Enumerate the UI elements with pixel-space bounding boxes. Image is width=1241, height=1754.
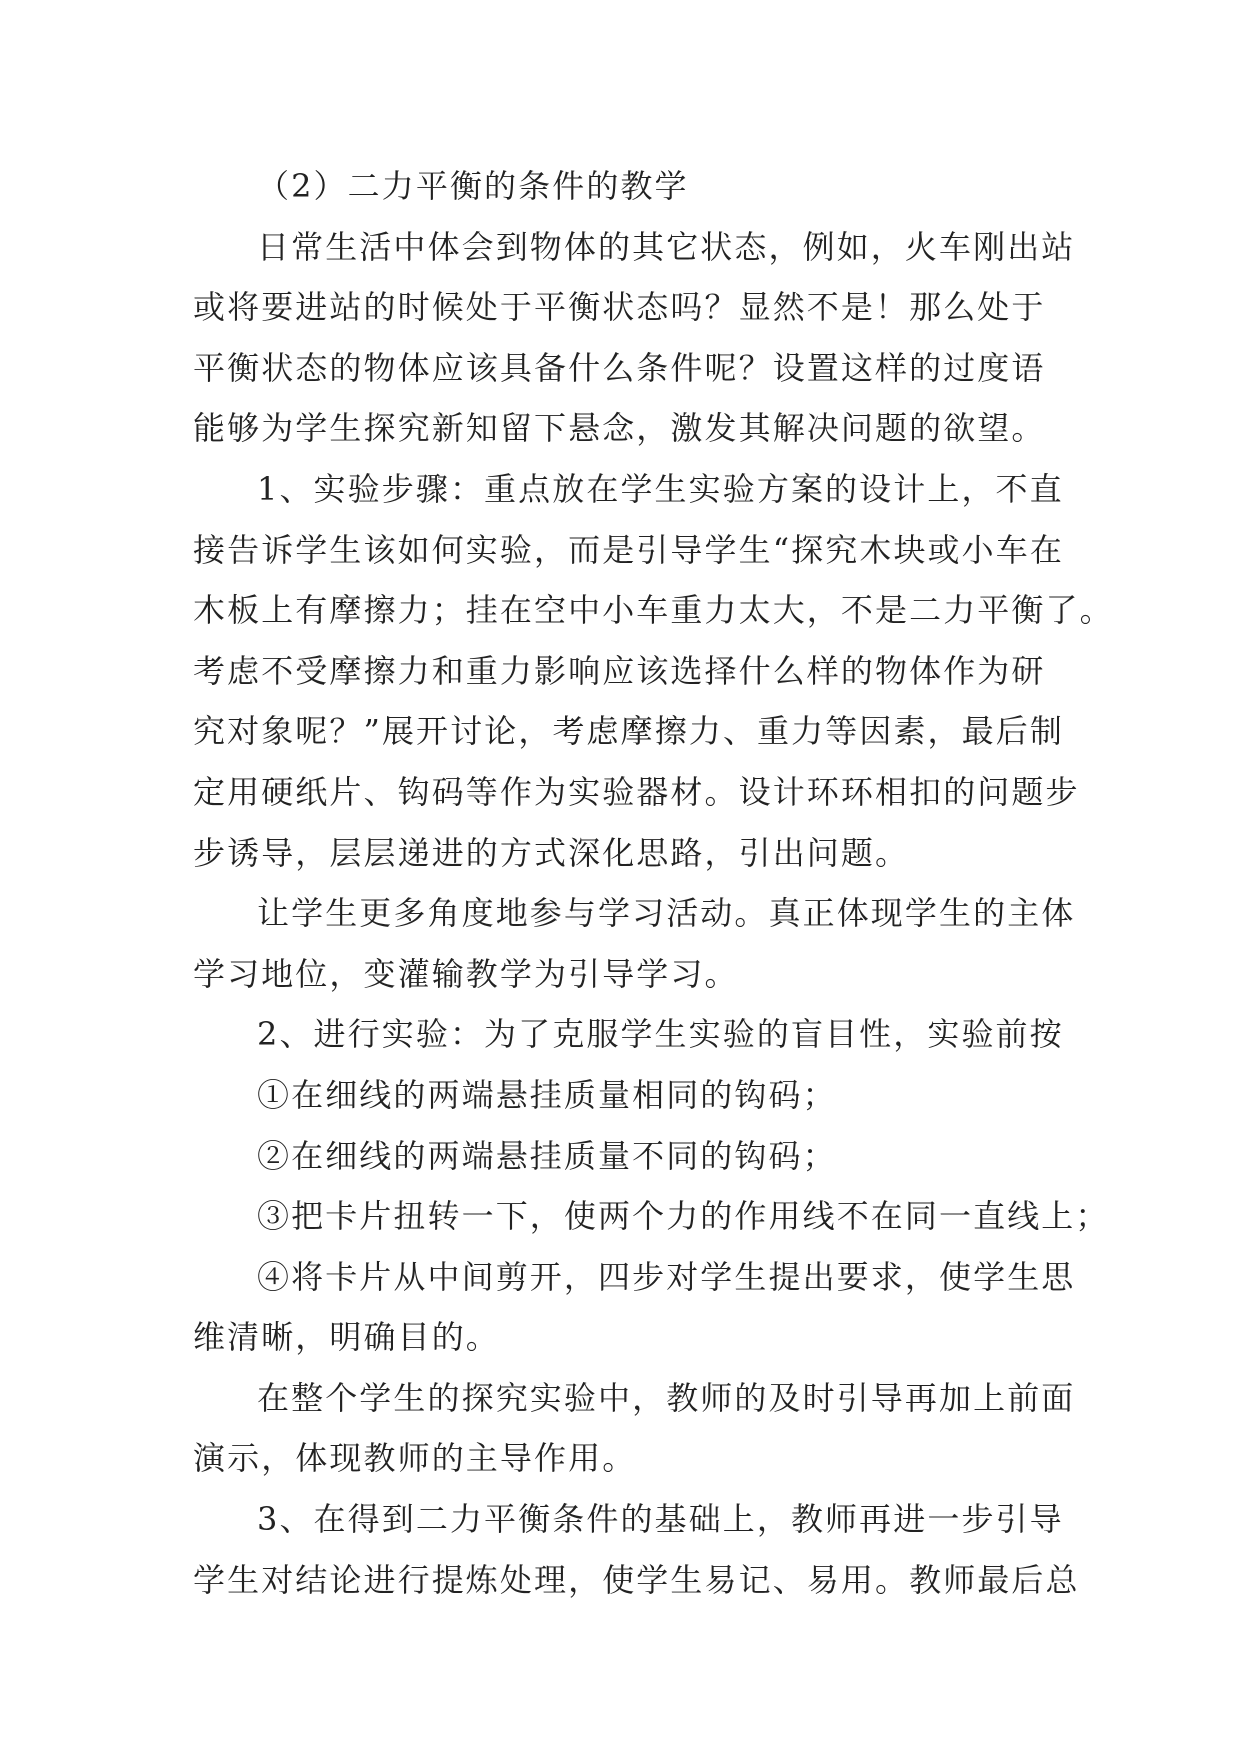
text-line: 1、实验步骤：重点放在学生实验方案的设计上，不直 <box>257 469 1064 508</box>
text-line: 3、在得到二力平衡条件的基础上，教师再进一步引导 <box>257 1500 1064 1539</box>
text-line: 接告诉学生该如何实验，而是引导学生“探究木块或小车在 <box>193 530 1064 569</box>
text-line: 究对象呢？”展开讨论，考虑摩擦力、重力等因素，最后制 <box>193 712 1064 751</box>
section-heading: （2）二力平衡的条件的教学 <box>257 167 689 205</box>
text-line: 木板上有摩擦力；挂在空中小车重力太大，不是二力平衡了。 <box>193 591 1114 630</box>
text-line: 学习地位，变灌输教学为引导学习。 <box>193 954 739 993</box>
text-line: 定用硬纸片、钩码等作为实验器材。设计环环相扣的问题步 <box>193 772 1080 811</box>
text-line: 平衡状态的物体应该具备什么条件呢？设置这样的过度语 <box>193 348 1046 387</box>
text-line: 能够为学生探究新知留下悬念，激发其解决问题的欲望。 <box>193 409 1046 448</box>
text-line: 步诱导，层层递进的方式深化思路，引出问题。 <box>193 833 910 872</box>
text-line: 在整个学生的探究实验中，教师的及时引导再加上前面 <box>257 1378 1076 1417</box>
text-line: 考虑不受摩擦力和重力影响应该选择什么样的物体作为研 <box>193 651 1046 690</box>
list-item: ②在细线的两端悬挂质量不同的钩码； <box>257 1136 837 1175</box>
text-line: 2、进行实验：为了克服学生实验的盲目性，实验前按 <box>257 1015 1064 1054</box>
list-item: ①在细线的两端悬挂质量相同的钩码； <box>257 1075 837 1114</box>
list-item: ④将卡片从中间剪开，四步对学生提出要求，使学生思 <box>257 1257 1076 1296</box>
text-line: 日常生活中体会到物体的其它状态，例如，火车刚出站 <box>257 227 1076 266</box>
list-item: ③把卡片扭转一下，使两个力的作用线不在同一直线上； <box>257 1197 1110 1236</box>
text-line: 维清晰，明确目的。 <box>193 1318 500 1357</box>
document-body <box>193 156 1114 1610</box>
text-line: 演示，体现教师的主导作用。 <box>193 1439 637 1478</box>
text-line: 让学生更多角度地参与学习活动。真正体现学生的主体 <box>257 894 1076 933</box>
text-line: 或将要进站的时候处于平衡状态吗？显然不是！那么处于 <box>193 288 1046 327</box>
text-line: 学生对结论进行提炼处理，使学生易记、易用。教师最后总 <box>193 1560 1080 1599</box>
